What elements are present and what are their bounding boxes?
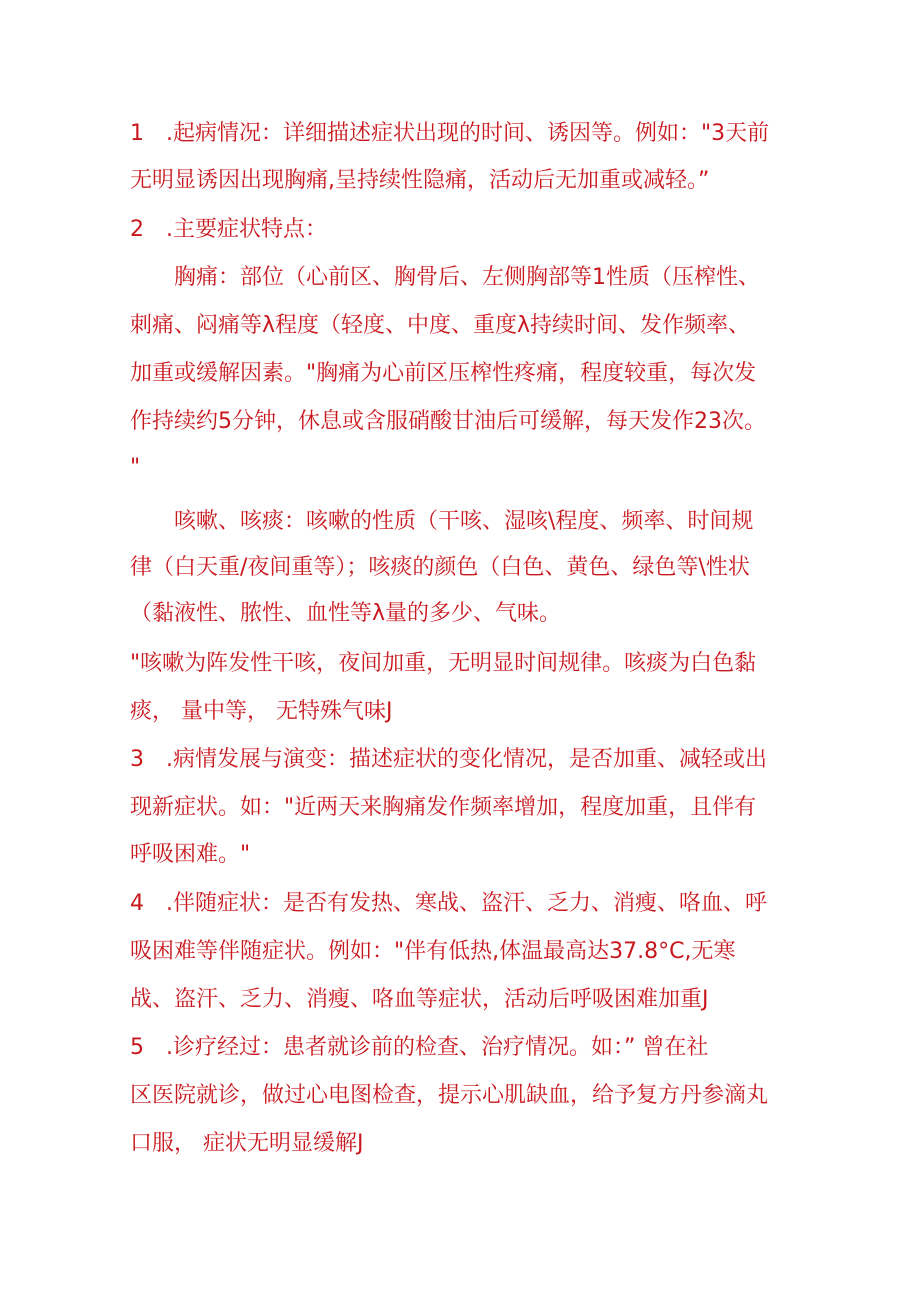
text-line: 胸痛：部位（心前区、胸骨后、左侧胸部等1性质（压榨性、	[130, 265, 760, 290]
text-line: 3 .病情发展与演变：描述症状的变化情况，是否加重、减轻或出	[130, 747, 767, 772]
text-line: 区医院就诊，做过心电图检查，提示心肌缺血，给予复方丹参滴丸	[130, 1083, 769, 1108]
text-line: 呼吸困难。"	[130, 842, 251, 867]
text-line: 1 .起病情况：详细描述症状出现的时间、诱因等。例如："3天前	[130, 121, 770, 146]
text-line: 5 .诊疗经过：患者就诊前的检查、治疗情况。如：” 曾在社	[130, 1035, 709, 1060]
text-line: 现新症状。如："近两天来胸痛发作频率增加，程度加重，且伴有	[130, 795, 757, 820]
text-line: "咳嗽为阵发性干咳，夜间加重，无明显时间规律。咳痰为白色黏	[130, 651, 757, 676]
text-line: 加重或缓解因素。"胸痛为心前区压榨性疼痛，程度较重，每次发	[130, 361, 757, 386]
text-line: 2 .主要症状特点：	[130, 217, 327, 242]
text-line: 刺痛、闷痛等λ程度（轻度、中度、重度λ持续时间、发作频率、	[130, 313, 751, 338]
text-line: 律（白天重/夜间重等）；咳痰的颜色（白色、黄色、绿色等\性状	[130, 555, 750, 580]
text-line: "	[130, 455, 141, 480]
text-line: 咳嗽、咳痰：咳嗽的性质（干咳、湿咳\程度、频率、时间规	[130, 509, 754, 534]
text-line: 口服， 症状无明显缓解J	[130, 1131, 364, 1156]
text-line: 痰， 量中等， 无特殊气味J	[130, 699, 393, 724]
text-line: 吸困难等伴随症状。例如："伴有低热,体温最高达37.8°C,无寒	[130, 939, 736, 964]
text-line: 作持续约5分钟，休息或含服硝酸甘油后可缓解，每天发作23次。	[130, 409, 766, 434]
text-line: 战、盗汗、乏力、消瘦、咯血等症状，活动后呼吸困难加重J	[130, 987, 709, 1012]
text-line: 无明显诱因出现胸痛,呈持续性隐痛，活动后无加重或减轻。”	[130, 168, 710, 193]
text-line: （黏液性、脓性、血性等λ量的多少、气味。	[130, 601, 562, 626]
text-line: 4 .伴随症状：是否有发热、寒战、盗汗、乏力、消瘦、咯血、呼	[130, 891, 767, 916]
